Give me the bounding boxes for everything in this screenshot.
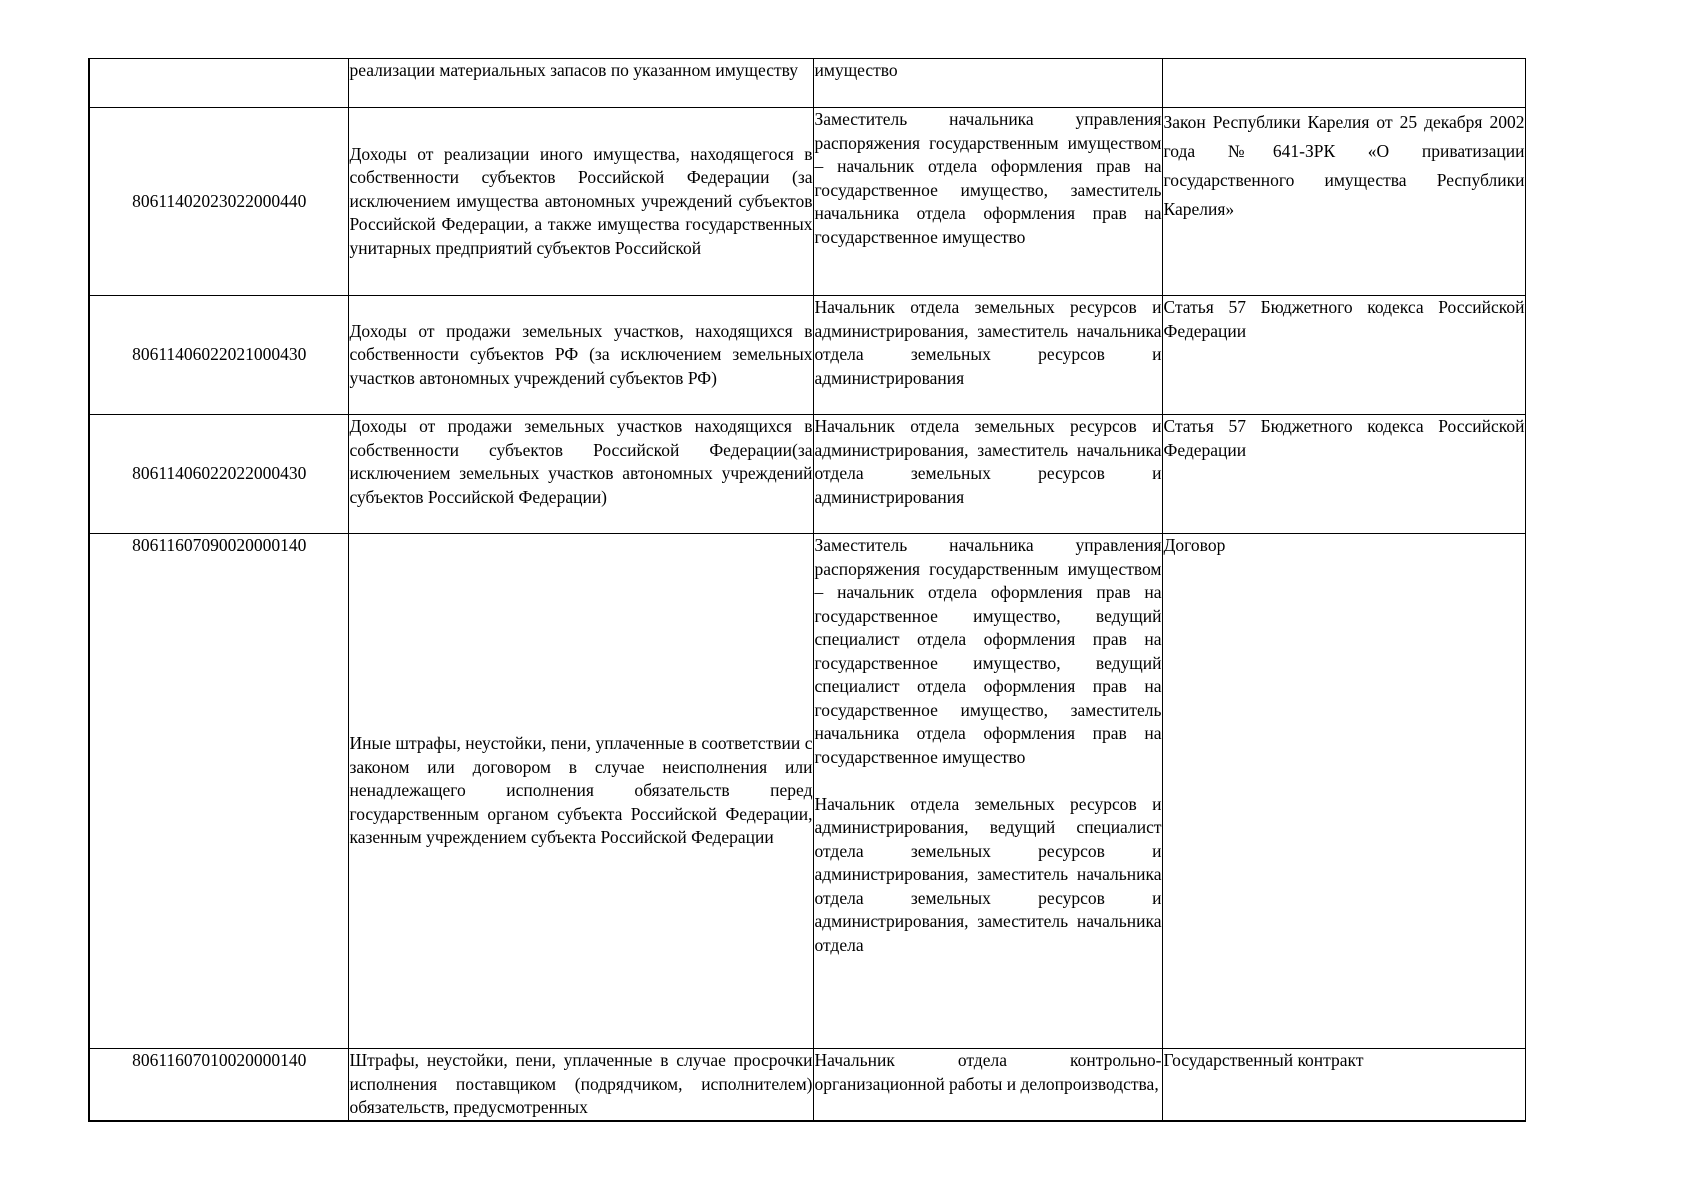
revenue-codes-table [88, 58, 1526, 1122]
table-row [89, 534, 1525, 1049]
table-row [89, 296, 1525, 415]
responsible-paragraph: Заместитель начальника управления распоряжения государственным имуществом – начальник отдела оформления прав на государственное имущество, ведущий специалист отдела оформления прав на государственное имущество, ведущий специалист отдела оформления прав на государственное имущество, заместитель начальника отдела оформления прав на государственное имущество [814, 535, 1162, 767]
legal-basis-cell: Государственный контракт [1162, 1049, 1525, 1121]
revenue-description-cell: Иные штрафы, неустойки, пени, уплаченные в соответствии с законом или договором в случае неисполнения или ненадлежащего исполнения обязательств перед государственным органом субъекта Российской Федерации, казенным учреждением субъекта Российской Федерации [348, 534, 813, 1049]
legal-basis-cell: Статья 57 Бюджетного кодекса Российской Федерации [1162, 415, 1525, 534]
table-row [89, 1049, 1525, 1121]
table-row [89, 108, 1525, 296]
budget-code-cell [89, 59, 348, 108]
legal-basis-cell: Закон Республики Карелия от 25 декабря 2002 года №641-ЗРК «О приватизации государственного имущества Республики Карелия» [1162, 108, 1525, 296]
responsible-person-cell [813, 415, 1162, 534]
paragraph-gap [815, 769, 1162, 793]
budget-code-cell: 80611607090020000140 [89, 534, 348, 1049]
budget-code-cell: 80611406022021000430 [89, 296, 348, 415]
responsible-person-cell [813, 59, 1162, 108]
budget-code-cell: 80611406022022000430 [89, 415, 348, 534]
table-row [89, 59, 1525, 108]
legal-basis-cell: Договор [1162, 534, 1525, 1049]
responsible-paragraph: Заместитель начальника управления распоряжения государственным имуществом – начальник отдела оформления прав на государственное имущество, заместитель начальника отдела оформления прав на государственное имущество [814, 109, 1162, 247]
legal-basis-cell: Статья 57 Бюджетного кодекса Российской Федерации [1162, 296, 1525, 415]
responsible-person-cell [813, 1049, 1162, 1121]
responsible-person-cell [813, 108, 1162, 296]
revenue-description-cell: Доходы от продажи земельных участков находящихся в собственности субъектов Российской Федерации(за исключением земельных участков автономных учреждений субъектов Российской Федерации) [348, 415, 813, 534]
budget-code-cell: 80611402023022000440 [89, 108, 348, 296]
responsible-paragraph: Начальник отдела земельных ресурсов и администрирования, ведущий специалист отдела земельных ресурсов и администрирования, заместитель начальника отдела земельных ресурсов и администрирования, заместитель начальника отдела [814, 793, 1162, 955]
revenue-description-cell: Доходы от реализации иного имущества, находящегося в собственности субъектов Российской Федерации (за исключением имущества автономных учреждений субъектов Российской Федерации, а также имущества государственных унитарных предприятий субъектов Российской [348, 108, 813, 296]
responsible-paragraph: Начальник отдела земельных ресурсов и администрирования, заместитель начальника отдела земельных ресурсов и администрирования [814, 416, 1162, 507]
revenue-description-cell: Доходы от продажи земельных участков, находящихся в собственности субъектов РФ (за исключением земельных участков автономных учреждений субъектов РФ) [348, 296, 813, 415]
responsible-person-cell [813, 296, 1162, 415]
legal-basis-cell [1162, 59, 1525, 108]
budget-code-cell: 80611607010020000140 [89, 1049, 348, 1121]
revenue-description-cell: реализации материальных запасов по указанном имуществу [348, 59, 813, 108]
responsible-paragraph: имущество [814, 60, 898, 80]
revenue-description-cell: Штрафы, неустойки, пени, уплаченные в случае просрочки исполнения поставщиком (подрядчиком, исполнителем) обязательств, предусмотренных [348, 1049, 813, 1121]
table-row [89, 415, 1525, 534]
responsible-paragraph: Начальник отдела земельных ресурсов и администрирования, заместитель начальника отдела земельных ресурсов и администрирования [814, 297, 1162, 388]
responsible-person-cell [813, 534, 1162, 1049]
responsible-paragraph: Начальник отдела контрольно-организационной работы и делопроизводства, [814, 1050, 1162, 1094]
